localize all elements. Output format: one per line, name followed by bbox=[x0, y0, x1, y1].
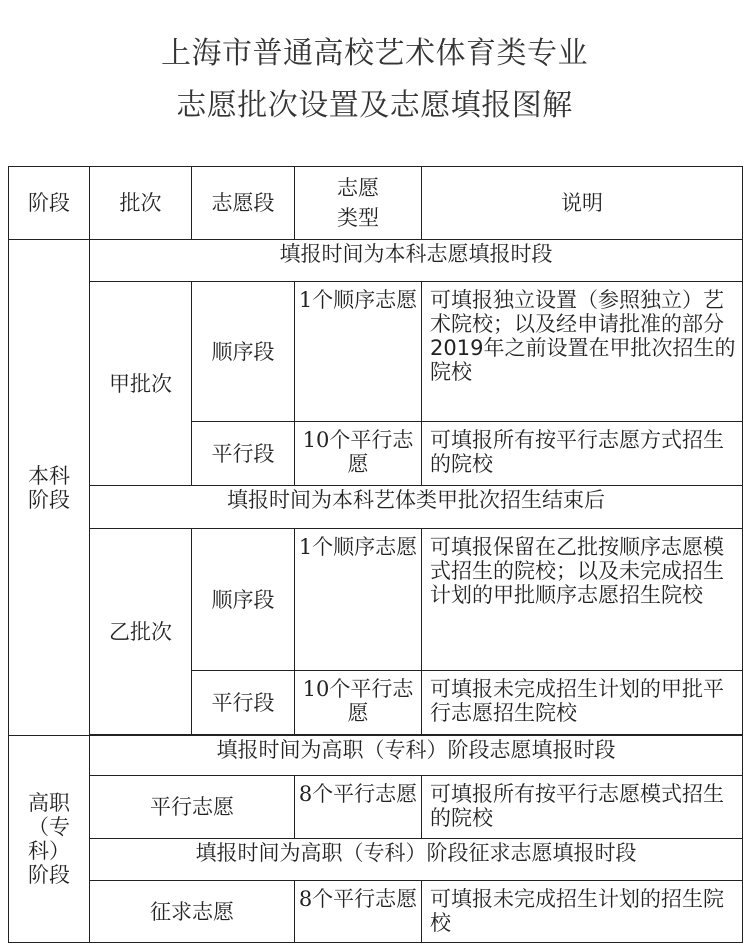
batch-b-seq-segment: 顺序段 bbox=[192, 529, 295, 671]
header-batch: 批次 bbox=[90, 167, 192, 240]
vocational-note-a-row bbox=[9, 736, 743, 776]
batch-a-seq-desc: 可填报独立设置（参照独立）艺术院校；以及经申请批准的部分2019年之前设置在甲批次招生的院校 bbox=[422, 282, 743, 422]
batch-b-seq-desc: 可填报保留在乙批按顺序志愿模式招生的院校；以及未完成招生计划的甲批顺序志愿招生院校 bbox=[422, 529, 743, 671]
document-title bbox=[0, 28, 749, 132]
vocational-note-b: 填报时间为高职（专科）阶段征求志愿填报时段 bbox=[90, 839, 743, 881]
vocational-parallel-name: 平行志愿 bbox=[90, 776, 295, 839]
batch-b-name: 乙批次 bbox=[90, 529, 192, 735]
header-type bbox=[295, 167, 422, 240]
header-type-line2: 类型 bbox=[337, 206, 379, 230]
batch-a-par-segment: 平行段 bbox=[192, 422, 295, 486]
batch-a-seq-segment: 顺序段 bbox=[192, 282, 295, 422]
title-line-1: 上海市普通高校艺术体育类专业 bbox=[161, 36, 588, 71]
batch-a-seq-row bbox=[9, 282, 743, 422]
vocational-parallel-row bbox=[9, 776, 743, 839]
batch-a-seq-type: 1个顺序志愿 bbox=[295, 282, 422, 422]
undergrad-note-a: 填报时间为本科志愿填报时段 bbox=[90, 240, 743, 282]
vocational-note-a: 填报时间为高职（专科）阶段志愿填报时段 bbox=[90, 736, 743, 776]
undergrad-stage-line1: 本科 bbox=[28, 463, 70, 488]
undergrad-stage bbox=[9, 240, 90, 736]
vocational-note-b-row bbox=[9, 839, 743, 881]
title-line-2: 志愿批次设置及志愿填报图解 bbox=[176, 88, 573, 123]
undergrad-note-b: 填报时间为本科艺体类甲批次招生结束后 bbox=[90, 486, 743, 529]
batch-b-seq-type: 1个顺序志愿 bbox=[295, 529, 422, 671]
batch-b-par-segment: 平行段 bbox=[192, 671, 295, 735]
volunteer-batch-table bbox=[8, 166, 743, 943]
header-desc: 说明 bbox=[422, 167, 743, 240]
batch-a-name: 甲批次 bbox=[90, 282, 192, 486]
vocational-stage bbox=[9, 736, 90, 943]
vocational-parallel-desc: 可填报所有按平行志愿模式招生的院校 bbox=[422, 776, 743, 839]
header-segment: 志愿段 bbox=[192, 167, 295, 240]
header-row bbox=[9, 167, 743, 240]
header-stage: 阶段 bbox=[9, 167, 90, 240]
undergrad-stage-line2: 阶段 bbox=[28, 487, 70, 512]
undergrad-note-b-row bbox=[9, 486, 743, 529]
vocational-solicit-desc: 可填报未完成招生计划的招生院校 bbox=[422, 881, 743, 943]
vocational-stage-line1: 高职 bbox=[28, 791, 70, 815]
batch-b-seq-row bbox=[9, 529, 743, 671]
vocational-solicit-row bbox=[9, 881, 743, 943]
batch-a-par-desc: 可填报所有按平行志愿方式招生的院校 bbox=[422, 422, 743, 486]
batch-b-par-desc: 可填报未完成招生计划的甲批平行志愿招生院校 bbox=[422, 671, 743, 735]
vocational-stage-line3: 科） bbox=[28, 839, 70, 863]
vocational-solicit-name: 征求志愿 bbox=[90, 881, 295, 943]
vocational-solicit-type: 8个平行志愿 bbox=[295, 881, 422, 943]
batch-a-par-type: 10个平行志愿 bbox=[295, 422, 422, 486]
batch-b-par-type: 10个平行志愿 bbox=[295, 671, 422, 735]
vocational-stage-line2: （专 bbox=[28, 815, 70, 839]
vocational-parallel-type: 8个平行志愿 bbox=[295, 776, 422, 839]
header-type-line1: 志愿 bbox=[337, 176, 379, 200]
undergrad-note-a-row bbox=[9, 240, 743, 282]
vocational-stage-line4: 阶段 bbox=[28, 863, 70, 887]
